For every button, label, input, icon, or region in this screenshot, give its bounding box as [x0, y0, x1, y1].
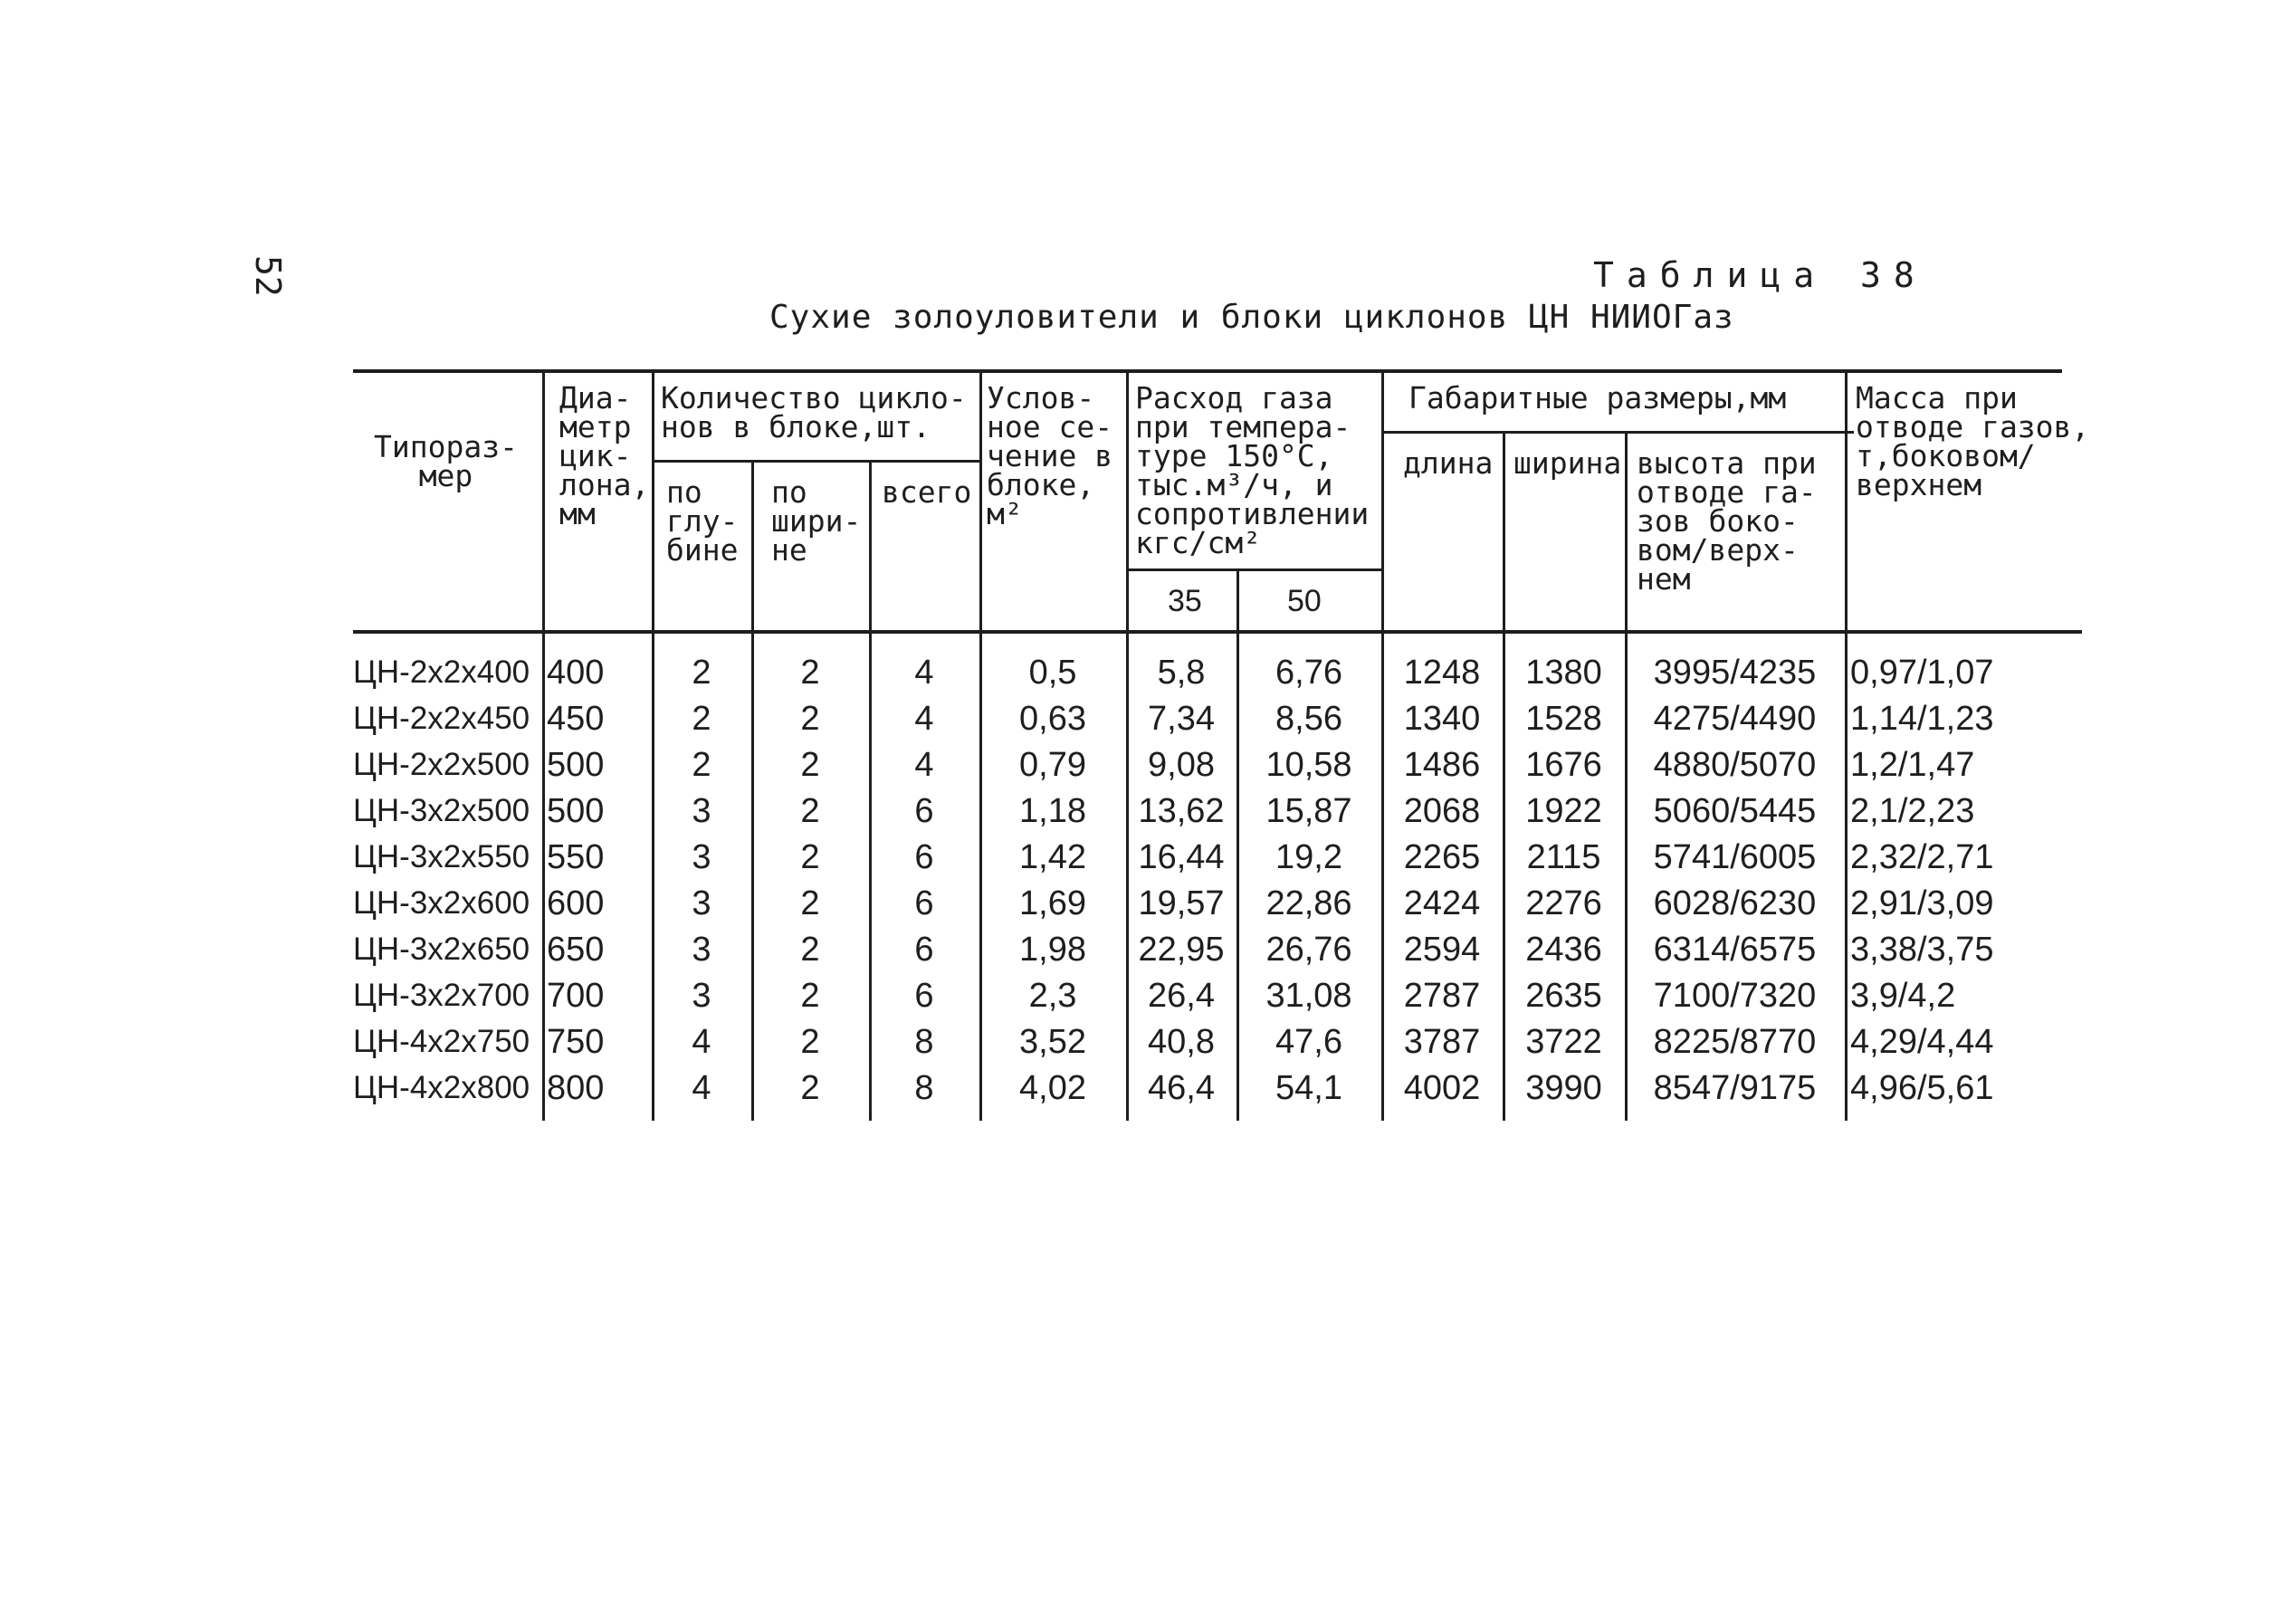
cell-length: 1486 [1403, 746, 1481, 784]
cell-section: 1,69 [1019, 884, 1086, 922]
cell-diam: 600 [547, 884, 605, 922]
cell-type: ЦН-3х2х650 [353, 931, 530, 967]
cell-type: ЦН-2х2х450 [353, 701, 530, 736]
cell-total: 6 [914, 838, 934, 876]
cell-q35: 40,8 [1148, 1023, 1215, 1061]
col-divider-1 [542, 369, 545, 1121]
cell-width: 2 [800, 1069, 820, 1107]
cell-mass: 1,2/1,47 [1850, 746, 1975, 784]
header-section: Услов- ное се- чение в блоке, м² [987, 380, 1113, 531]
cell-diam: 800 [547, 1069, 605, 1107]
cell-section: 0,63 [1019, 700, 1086, 738]
cell-q35: 26,4 [1148, 977, 1215, 1015]
cell-q50: 10,58 [1265, 746, 1352, 784]
cell-length: 4002 [1403, 1069, 1481, 1107]
cell-height: 6028/6230 [1653, 884, 1817, 922]
cell-length: 2787 [1403, 977, 1481, 1015]
header-cyclone-count: Количество цикло- нов в блоке,шт. [661, 380, 967, 444]
cell-dwidth: 1676 [1525, 746, 1602, 784]
cell-height: 5060/5445 [1653, 792, 1817, 830]
cell-length: 2068 [1403, 792, 1481, 830]
cell-mass: 0,97/1,07 [1850, 654, 1994, 692]
cell-diam: 500 [547, 792, 605, 830]
cell-dwidth: 2115 [1526, 838, 1601, 876]
cell-width: 2 [800, 838, 820, 876]
cell-section: 4,02 [1019, 1069, 1086, 1107]
cell-mass: 4,96/5,61 [1850, 1069, 1994, 1107]
header-height: высота при отводе га- зов боко- вом/верх- нем [1637, 445, 1817, 597]
cell-q50: 47,6 [1275, 1023, 1342, 1061]
cell-total: 6 [914, 884, 934, 922]
cell-type: ЦН-3х2х500 [353, 793, 530, 828]
cell-dwidth: 1528 [1525, 700, 1602, 738]
cell-q35: 13,62 [1138, 792, 1225, 830]
cell-width: 2 [800, 977, 820, 1015]
cell-q35: 7,34 [1148, 700, 1215, 738]
cell-height: 3995/4235 [1653, 654, 1817, 692]
cell-q50: 15,87 [1265, 792, 1352, 830]
header-width: по шири- не [771, 474, 862, 568]
header-total: всего [882, 474, 972, 510]
cell-total: 4 [914, 700, 934, 738]
cell-length: 2424 [1403, 884, 1481, 922]
cell-total: 8 [914, 1023, 934, 1061]
cell-height: 4275/4490 [1653, 700, 1817, 738]
cell-width: 2 [800, 700, 820, 738]
cell-type: ЦН-4х2х750 [353, 1024, 530, 1059]
cell-section: 0,79 [1019, 746, 1086, 784]
cell-section: 1,18 [1019, 792, 1086, 830]
cell-total: 6 [914, 931, 934, 969]
cell-height: 8547/9175 [1653, 1069, 1817, 1107]
cell-width: 2 [800, 792, 820, 830]
cell-section: 0,5 [1028, 654, 1077, 692]
cell-dwidth: 2635 [1525, 977, 1602, 1015]
cell-mass: 2,1/2,23 [1850, 792, 1975, 830]
cell-diam: 500 [547, 746, 605, 784]
cell-section: 2,3 [1028, 977, 1077, 1015]
cell-q50: 8,56 [1275, 700, 1342, 738]
cell-type: ЦН-2х2х400 [353, 654, 530, 690]
cell-depth: 3 [692, 838, 711, 876]
cell-height: 6314/6575 [1653, 931, 1817, 969]
page-number: 52 [248, 255, 288, 297]
cell-length: 1248 [1403, 654, 1481, 692]
cell-type: ЦН-3х2х600 [353, 885, 530, 921]
col-divider-11 [1845, 369, 1848, 1121]
table-top-rule [353, 369, 2062, 373]
resistance-rule [1126, 568, 1381, 571]
cell-q50: 26,76 [1265, 931, 1352, 969]
cell-height: 7100/7320 [1653, 977, 1817, 1015]
header-diameter: Диа- метр цик- лона, мм [559, 380, 650, 531]
cell-depth: 3 [692, 931, 711, 969]
cell-width: 2 [800, 1023, 820, 1061]
cell-diam: 550 [547, 838, 605, 876]
cell-width: 2 [800, 746, 820, 784]
header-length: длина [1403, 445, 1494, 481]
cell-dwidth: 3990 [1525, 1069, 1602, 1107]
cell-q35: 22,95 [1138, 931, 1225, 969]
cell-depth: 2 [692, 700, 711, 738]
cell-dwidth: 1380 [1525, 654, 1602, 692]
cell-mass: 4,29/4,44 [1850, 1023, 1994, 1061]
cell-length: 2594 [1403, 931, 1481, 969]
cell-total: 8 [914, 1069, 934, 1107]
table-label: Таблица 38 [1593, 255, 1927, 295]
header-resistance-50: 50 [1287, 584, 1322, 618]
cell-length: 2265 [1403, 838, 1481, 876]
cell-q35: 19,57 [1138, 884, 1225, 922]
cell-q35: 5,8 [1157, 654, 1206, 692]
cell-diam: 750 [547, 1023, 605, 1061]
cell-total: 6 [914, 792, 934, 830]
cell-height: 5741/6005 [1653, 838, 1817, 876]
cell-type: ЦН-2х2х500 [353, 747, 530, 782]
cell-section: 3,52 [1019, 1023, 1086, 1061]
cell-depth: 2 [692, 654, 711, 692]
cell-diam: 700 [547, 977, 605, 1015]
header-resistance-35: 35 [1168, 584, 1202, 618]
cell-width: 2 [800, 654, 820, 692]
cell-section: 1,42 [1019, 838, 1086, 876]
cell-mass: 3,9/4,2 [1850, 977, 1956, 1015]
header-mass: Масса при отводе газов, т,боковом/ верхнем [1856, 380, 2090, 502]
cell-total: 4 [914, 746, 934, 784]
cell-dwidth: 1922 [1525, 792, 1602, 830]
cell-depth: 4 [692, 1069, 711, 1107]
cell-dwidth: 2436 [1525, 931, 1602, 969]
cell-diam: 400 [547, 654, 605, 692]
cell-mass: 3,38/3,75 [1850, 931, 1994, 969]
cell-diam: 450 [547, 700, 605, 738]
cell-q50: 31,08 [1265, 977, 1352, 1015]
cell-width: 2 [800, 884, 820, 922]
cell-depth: 4 [692, 1023, 711, 1061]
cell-diam: 650 [547, 931, 605, 969]
cyclone-table [353, 369, 2100, 1121]
header-dim-width: ширина [1513, 445, 1622, 481]
cell-type: ЦН-3х2х700 [353, 978, 530, 1013]
cell-height: 8225/8770 [1653, 1023, 1817, 1061]
header-type-size: Типораз- мер [374, 429, 518, 493]
cell-type: ЦН-3х2х550 [353, 839, 530, 874]
cell-depth: 3 [692, 977, 711, 1015]
cell-mass: 2,91/3,09 [1850, 884, 1994, 922]
cell-mass: 2,32/2,71 [1850, 838, 1994, 876]
cell-width: 2 [800, 931, 820, 969]
cell-total: 4 [914, 654, 934, 692]
cell-q50: 54,1 [1275, 1069, 1342, 1107]
dimensions-rule [1383, 431, 1854, 434]
cell-depth: 2 [692, 746, 711, 784]
cell-total: 6 [914, 977, 934, 1015]
cell-q35: 9,08 [1148, 746, 1215, 784]
cell-dwidth: 3722 [1525, 1023, 1602, 1061]
cell-depth: 3 [692, 884, 711, 922]
cell-section: 1,98 [1019, 931, 1086, 969]
cell-q35: 46,4 [1148, 1069, 1215, 1107]
cyclone-count-rule [652, 460, 981, 463]
cell-type: ЦН-4х2х800 [353, 1070, 530, 1105]
cell-q35: 16,44 [1138, 838, 1225, 876]
cell-length: 3787 [1403, 1023, 1481, 1061]
cell-q50: 6,76 [1275, 654, 1342, 692]
header-gas-flow: Расход газа при темпера- туре 150°С, тыс.м³/ч, и сопротивлении кгс/см² [1135, 380, 1370, 560]
header-bottom-rule [353, 630, 2082, 634]
cell-mass: 1,14/1,23 [1850, 700, 1994, 738]
table-title: Сухие золоуловители и блоки циклонов ЦН НИИОГаз [769, 299, 1734, 336]
cell-dwidth: 2276 [1525, 884, 1602, 922]
cell-q50: 19,2 [1275, 838, 1342, 876]
cell-depth: 3 [692, 792, 711, 830]
cell-q50: 22,86 [1265, 884, 1352, 922]
cell-length: 1340 [1403, 700, 1481, 738]
cell-height: 4880/5070 [1653, 746, 1817, 784]
header-dimensions: Габаритные размеры,мм [1408, 380, 1787, 416]
header-depth: по глу- бине [666, 474, 739, 568]
